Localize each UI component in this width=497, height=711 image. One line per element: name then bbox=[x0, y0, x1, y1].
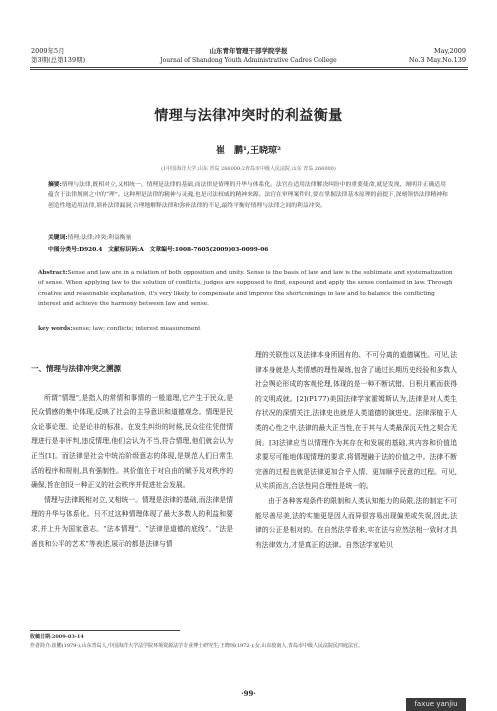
body-paragraph: 所谓“情理”,是指人的常情和事情的一般道理,它产生于民众,是民众情感的集中体现,反映了社会的主导意识和道德观念。情理是民众论事论理、论是论非的标准。在发生纠纷的时候,民众往往凭借情理进行是非评判,违反情理,他们会认为不当,符合情理,他们就会认为正当[1]。而法律是社会中统治阶级意志的体现,是规范人们日常生活的程序和规则,具有强制性。其价值在于对自由的赋予及对秩序的确保,旨在创设一种正义的社会秩序并促进社会发展。 bbox=[31, 393, 233, 490]
body-paragraph: 理的关联性以及法律本身所固有的、不可分离的道德属性。可见,法律本身就是人类情感的理性凝练,包含了通过长期历史经验和多数人社会舆论形成的客观伦理,体现的是一种不断试错、日积月累而获得的文明成就。[2](P177)美国法律学家霍姆斯认为,法律是对人类生存状况的深情关注,法律史也就是人类道德的演进史。法律深植于人类的心性之中,法律的最大正当性,在于其与人类最深沉天性之契合无间。[3]法律应当以情理作为其存在和发展的基础,其内容和价值追求要尽可能地体现情理的要求,将情理融于法的价值之中。法律不断完善的过程也就是法律更加合乎人情、更加顺乎民意的过程。可见,从实质而言,合法性同合理性是统一的。 bbox=[255, 351, 457, 491]
footnote-author-info: 作者简介:崔鹏(1979-),山东青岛人,中国海洋大学法学院环境资源法学专业博士研究生;王晓琼(1972-),女,山东胶南人,青岛市中级人民法院民四庭法官。 bbox=[30, 642, 363, 649]
watermark: faxue yanjiu bbox=[406, 698, 466, 711]
keywords-en-label: key words: bbox=[38, 326, 73, 332]
meta-doc-code: 文献标识码:A bbox=[108, 247, 144, 253]
footnote-rule bbox=[30, 630, 180, 631]
header-date-en: May,2009 bbox=[434, 47, 466, 55]
keywords-en bbox=[38, 324, 458, 334]
abstract-en-text: Sense and law are in a relation of both opposition and unity. Sense is the basis of law and law is the sublimate and systematization of sense. When applying law to the solution of conflicts, judges are supposed to find, expound and apply the sense contained in law. Through creative and reasonable explanation, it's very likely to compensate and improve the shortcomings in law and to balance the conflicting interest and achieve the harmony between law and sense. bbox=[38, 270, 453, 307]
article-title: 情理与法律冲突时的利益衡量 bbox=[154, 108, 343, 124]
meta-cn bbox=[48, 245, 450, 255]
abstract-cn bbox=[48, 180, 450, 211]
footnotes bbox=[30, 633, 468, 650]
header-issue-en: No.3 May.No.139 bbox=[408, 56, 466, 64]
body-paragraph: 由于各种客观条件的限制和人类认知能力的局限,法的制定不可能尽善尽美,法的实施更是因人而异很容易出现偏差或失误,因此,法律的公正是相对的。在自然法学看来,实在法与应然法相一致时才具有法律效力,才是真正的法律。自然法学家哈贝 bbox=[255, 496, 457, 549]
meta-article-number: 文章编号:1008-7605(2009)03-0099-06 bbox=[149, 247, 269, 253]
header-rule-thin bbox=[30, 69, 468, 70]
header-issue: 第3期(总第139期) bbox=[31, 56, 86, 64]
abstract-cn-text: 情理与法律,既相对立,又相统一。情理是法律的基础,而法律是情理的升华与体系化。法官在适用法律解决纠纷中的重要使命,就是发现、阐明并正确适用蕴含于法律规则之中的“理”。这种理是法律的精神与灵魂,也是司法权威的精神来源。法官在审理案件时,要在掌握法律基本原理的前提下,深刻领悟法律精神和创造性地适用法律,填补法律漏洞,合理地解释法律和弥补法律的不足,最终平衡好情理与法律之间的利益冲突。 bbox=[48, 182, 448, 209]
keywords-cn-text: 情理;法律;冲突;利益衡量 bbox=[67, 235, 132, 241]
keywords-cn-label: 关键词: bbox=[48, 235, 68, 241]
page-number: ·99· bbox=[241, 689, 256, 698]
header-rule bbox=[30, 67, 468, 68]
body-left-column bbox=[31, 362, 233, 551]
keywords-en-text: sense; law; conflicts; interest measurement bbox=[72, 326, 201, 332]
body-paragraph: 情理与法律既相对立,又相统一。情理是法律的基础,而法律是情理的升华与体系化。只不过这种情理体现了最大多数人的利益和要求,并上升为国家意志。“法本情理”、“法律是道德的底线”、“法是善良和公平的艺术”等表述,展示的都是法律与情 bbox=[31, 495, 233, 548]
keywords-cn bbox=[48, 233, 450, 243]
header-journal-cn: 山东青年管理干部学院学报 bbox=[209, 47, 288, 55]
header-journal-en: Journal of Shandong Youth Administrative Cadres College bbox=[160, 57, 337, 64]
abstract-en bbox=[38, 268, 458, 309]
article-authors: 崔 鹏¹,王晓琼² bbox=[215, 146, 282, 156]
header-date: 2009年5月 bbox=[31, 47, 65, 55]
abstract-cn-label: 摘要: bbox=[48, 182, 62, 188]
footnote-received: 收稿日期:2009-03-14 bbox=[30, 634, 84, 640]
article-affiliation: (1中国海洋大学,山东 青岛 266000;2青岛市中级人民法院,山东 青岛 266000) bbox=[161, 166, 336, 172]
section-heading: 一、情理与法律冲突之溯源 bbox=[31, 364, 121, 373]
meta-clc: 中图分类号:D920.4 bbox=[48, 247, 103, 253]
body-right-column bbox=[255, 348, 457, 552]
abstract-en-label: Abstract: bbox=[38, 270, 68, 276]
